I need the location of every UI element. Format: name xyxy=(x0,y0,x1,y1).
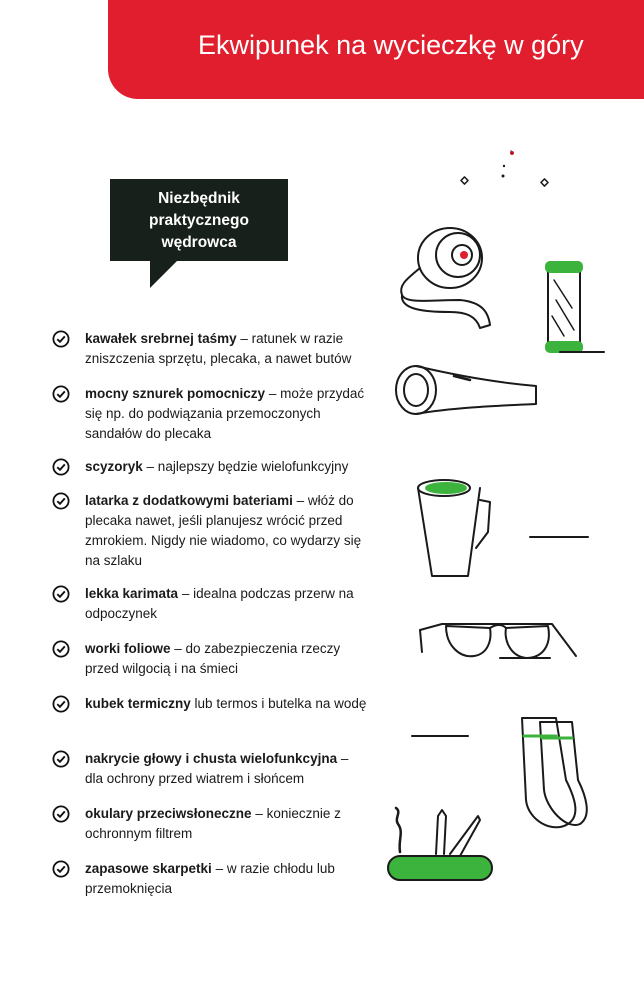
speech-bubble xyxy=(110,179,288,261)
item-text xyxy=(85,859,370,899)
item-description: – włóż do plecaka nawet, jeśli planujesz wrócić przed zmrokiem. Nigdy nie wiadomo, co wydarzy się na szlaku xyxy=(85,493,362,568)
item-name: nakrycie głowy i chusta wielofunkcyjna xyxy=(85,751,338,766)
check-circle-icon xyxy=(52,695,70,713)
speech-bubble-tail xyxy=(150,258,180,288)
item-description: – dla ochrony przed wiatrem i słońcem xyxy=(85,751,349,786)
item-name: scyzoryk xyxy=(85,459,143,474)
sunglasses-icon xyxy=(420,624,576,658)
illustrations xyxy=(380,140,644,900)
flashlight-icon xyxy=(396,366,536,414)
bubble-line: praktycznego xyxy=(149,212,249,229)
check-circle-icon xyxy=(52,750,70,768)
check-circle-icon xyxy=(52,805,70,823)
item-text xyxy=(85,329,370,369)
bubble-line: Niezbędnik xyxy=(158,190,240,207)
item-text xyxy=(85,384,370,444)
check-circle-icon xyxy=(52,640,70,658)
item-name: lekka karimata xyxy=(85,586,179,601)
check-circle-icon xyxy=(52,458,70,476)
header-banner xyxy=(108,0,644,99)
bubble-heading xyxy=(110,188,288,254)
item-text xyxy=(85,749,370,789)
check-circle-icon xyxy=(52,492,70,510)
tape-roll-icon xyxy=(401,228,490,328)
item-description: – ratunek w razie zniszczenia sprzętu, plecaka, a nawet butów xyxy=(85,331,352,366)
item-text xyxy=(85,694,370,714)
item-description: – do zabezpieczenia rzeczy przed wilgocią i na śmieci xyxy=(85,641,341,676)
item-description: – w razie chłodu lub przemoknięcia xyxy=(85,861,335,896)
item-description: – może przydać się np. do podwiązania przemoczonych sandałów do plecaka xyxy=(85,386,365,441)
item-description: – najlepszy będzie wielofunkcyjny xyxy=(142,459,349,474)
check-circle-icon xyxy=(52,585,70,603)
item-name: kawałek srebrnej taśmy xyxy=(85,331,237,346)
thermal-mug-icon xyxy=(418,480,588,576)
item-name: okulary przeciwsłoneczne xyxy=(85,806,252,821)
item-text xyxy=(85,457,370,477)
item-description: – koniecznie z ochronnym filtrem xyxy=(85,806,341,841)
item-text xyxy=(85,639,370,679)
item-text xyxy=(85,804,370,844)
item-name: kubek termiczny xyxy=(85,696,191,711)
item-description: – idealna podczas przerw na odpoczynek xyxy=(85,586,354,621)
sparkles-decoration xyxy=(461,151,548,186)
bubble-line: wędrowca xyxy=(161,234,237,251)
item-name: latarka z dodatkowymi bateriami xyxy=(85,493,293,508)
socks-icon xyxy=(412,718,587,827)
item-text xyxy=(85,491,370,571)
item-name: worki foliowe xyxy=(85,641,171,656)
item-name: zapasowe skarpetki xyxy=(85,861,212,876)
check-circle-icon xyxy=(52,385,70,403)
page-title: Ekwipunek na wycieczkę w góry xyxy=(198,30,584,60)
thread-spool-icon xyxy=(546,262,604,352)
check-circle-icon xyxy=(52,330,70,348)
check-circle-icon xyxy=(52,860,70,878)
item-name: mocny sznurek pomocniczy xyxy=(85,386,266,401)
pocket-knife-icon xyxy=(388,808,492,880)
item-description: lub termos i butelka na wodę xyxy=(190,696,367,711)
item-text xyxy=(85,584,370,624)
